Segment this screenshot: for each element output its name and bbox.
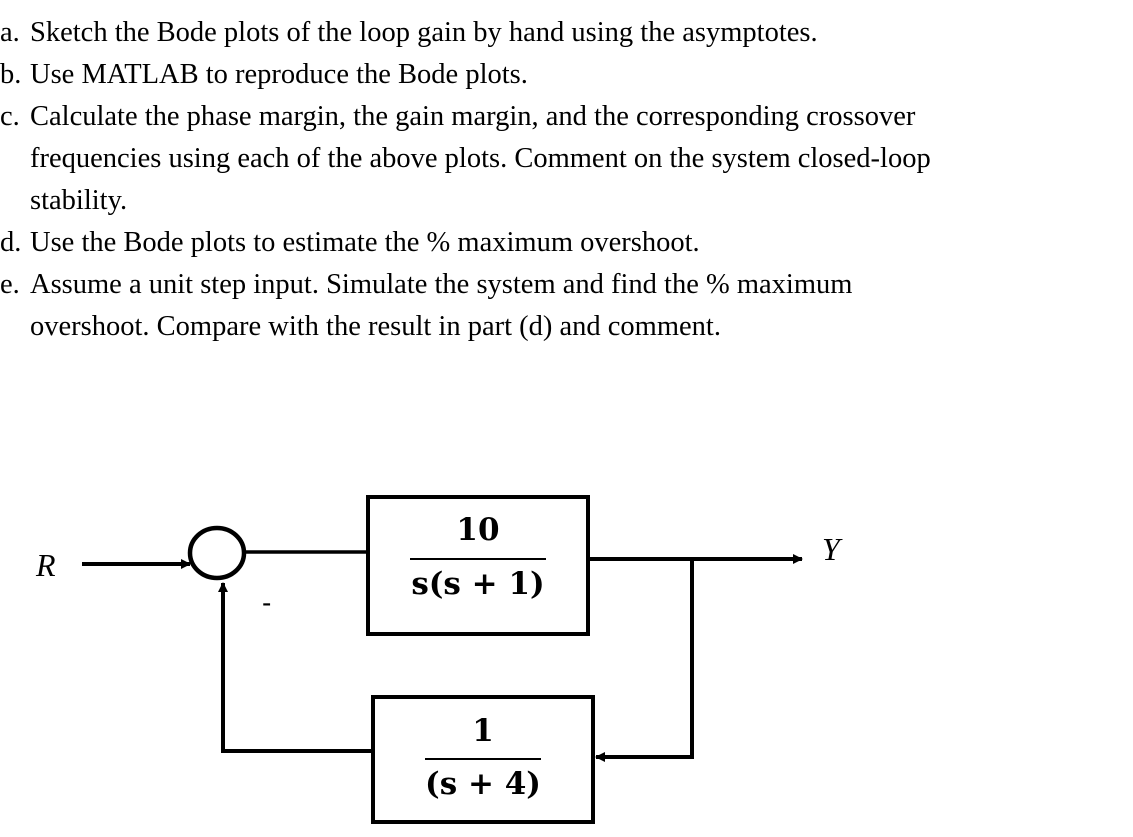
question-marker: d. — [0, 227, 22, 258]
question-marker: b. — [0, 59, 22, 90]
question-marker: e. — [0, 269, 20, 300]
input-label: R — [36, 547, 56, 583]
question-text-line: Sketch the Bode plots of the loop gain by hand using the asymptotes. — [30, 17, 818, 48]
question-text-line: Calculate the phase margin, the gain margin, and the corresponding crossover — [30, 101, 916, 132]
question-marker: c. — [0, 101, 20, 132]
summing-junction — [190, 528, 244, 578]
forward-block-numerator: 10 — [456, 512, 500, 548]
question-text-line: frequencies using each of the above plots. Comment on the system closed-loop — [30, 143, 931, 174]
question-text-line: overshoot. Compare with the result in part (d) and comment. — [30, 311, 721, 342]
output-label: Y — [822, 531, 840, 567]
question-text-line: Use MATLAB to reproduce the Bode plots. — [30, 59, 528, 90]
question-text-line: Use the Bode plots to estimate the % maximum overshoot. — [30, 227, 700, 258]
forward-block-denominator: s(s + 1) — [411, 566, 545, 602]
question-text-line: Assume a unit step input. Simulate the system and find the % maximum — [30, 269, 853, 300]
feedback-sign: - — [262, 587, 272, 618]
feedback-block-numerator: 1 — [472, 713, 494, 749]
question-marker: a. — [0, 17, 20, 48]
feedback-block-denominator: (s + 4) — [425, 766, 541, 802]
question-text-line: stability. — [30, 185, 128, 216]
